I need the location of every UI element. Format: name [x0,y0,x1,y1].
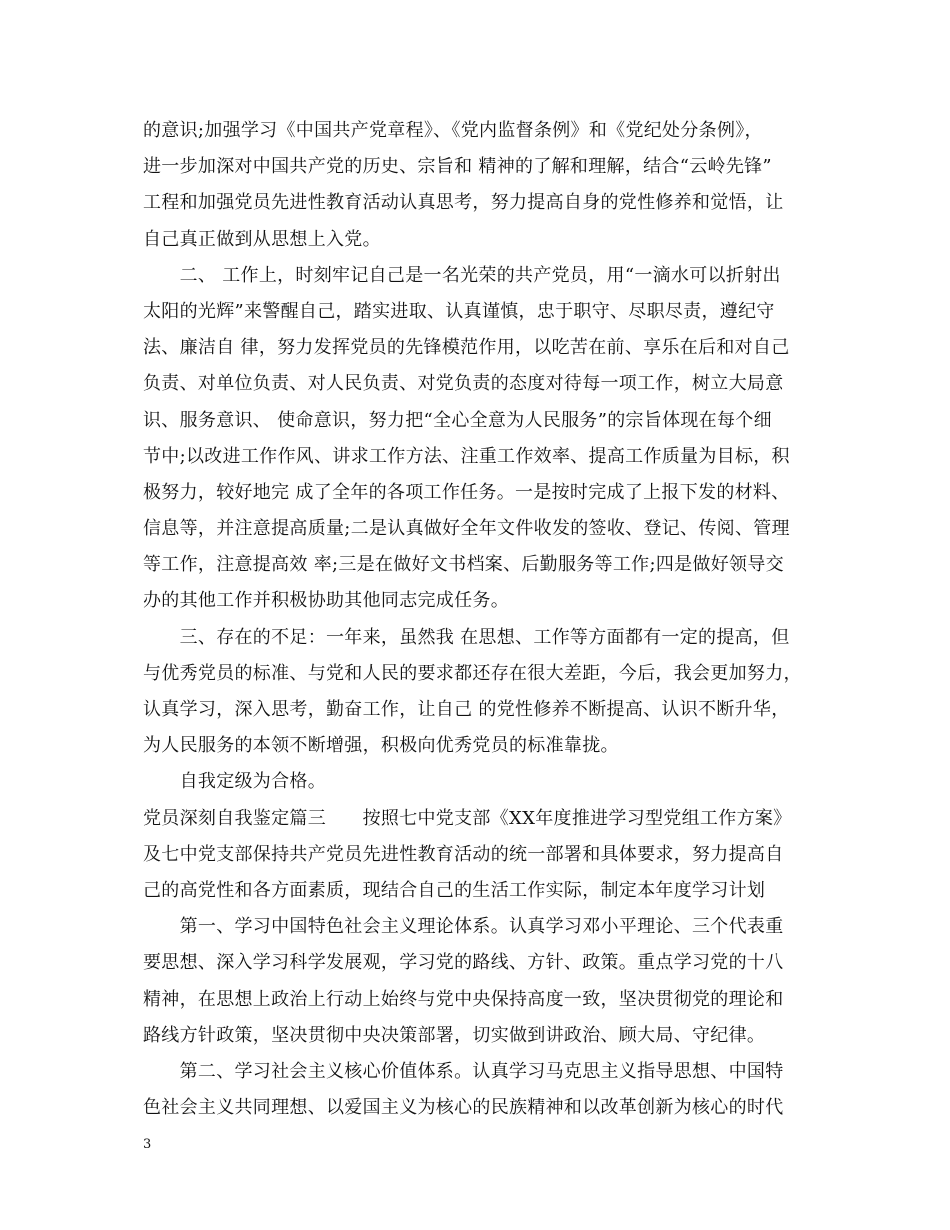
text-line: 工程和加强党员先进性教育活动认真思考，努力提高自身的党性修养和觉悟，让 [143,192,784,214]
text-line: 的意识;加强学习《中国共产党章程》、《党内监督条例》和《党纪处分条例》， [143,120,763,141]
text-line: 办的其他工作并积极协助其他同志完成任务。 [143,590,509,612]
text-line: 三、存在的不足：一年来，虽然我 在思想、工作等方面都有一定的提高，但 [143,626,790,648]
section-heading-line: 党员深刻自我鉴定篇三 按照七中党支部《XX年度推进学习型党组工作方案》 [143,807,792,829]
text-line: 等工作，注意提高效 率;三是在做好文书档案、后勤服务等工作;四是做好领导交 [143,554,784,576]
text-line: 己的高党性和各方面素质，现结合自己的生活工作实际，制定本年度学习计划 [143,879,766,901]
text-line: 及七中党支部保持共产党员先进性教育活动的统一部署和具体要求，努力提高自 [143,843,784,865]
text-line: 色社会主义共同理想、以爱国主义为核心的民族精神和以改革创新为核心的时代 [143,1097,784,1119]
text-line: 第一、学习中国特色社会主义理论体系。认真学习邓小平理论、三个代表重 [143,916,784,938]
text-line: 二、 工作上，时刻牢记自己是一名光荣的共产党员，用“一滴水可以折射出 [143,264,781,286]
text-line: 法、廉洁自 律，努力发挥党员的先锋模范作用，以吃苦在前、享乐在后和对自己 [143,337,790,359]
text-line: 极努力，较好地完 成了全年的各项工作任务。一是按时完成了上报下发的材料、 [143,481,790,503]
text-line: 认真学习，深入思考，勤奋工作，让自己 的党性修养不断提高、认识不断升华， [143,699,790,720]
text-line: 路线方针政策，坚决贯彻中央决策部署，切实做到讲政治、顾大局、守纪律。 [143,1024,766,1046]
page-number: 3 [143,1137,152,1152]
text-line: 节中;以改进工作作风、讲求工作方法、注重工作效率、提高工作质量为目标，积 [143,445,790,467]
text-line: 识、服务意识、 使命意识，努力把“全心全意为人民服务”的宗旨体现在每个细 [143,409,772,431]
text-line: 精神，在思想上政治上行动上始终与党中央保持高度一致，坚决贯彻党的理论和 [143,988,784,1010]
text-line: 进一步加深对中国共产党的历史、宗旨和 精神的了解和理解，结合“云岭先锋” [143,156,772,178]
text-line: 自己真正做到从思想上入党。 [143,228,381,250]
text-line: 太阳的光辉”来警醒自己，踏实进取、认真谨慎，忠于职守、尽职尽责，遵纪守 [143,300,775,322]
text-line: 第二、学习社会主义核心价值体系。认真学习马克思主义指导思想、中国特 [143,1060,784,1082]
body-text [143,115,833,1128]
text-line: 负责、对单位负责、对人民负责、对党负责的态度对待每一项工作，树立大局意 [143,373,784,395]
text-line: 为人民服务的本领不断增强，积极向优秀党员的标准靠拢。 [143,735,619,757]
text-line: 与优秀党员的标准、与党和人民的要求都还存在很大差距，今后，我会更加努力， [143,662,802,684]
text-line: 自我定级为合格。 [143,771,326,793]
text-line: 信息等，并注意提高质量;二是认真做好全年文件收发的签收、登记、传阅、管理 [143,518,790,540]
text-line: 要思想、深入学习科学发展观，学习党的路线、方针、政策。重点学习党的十八 [143,952,784,974]
